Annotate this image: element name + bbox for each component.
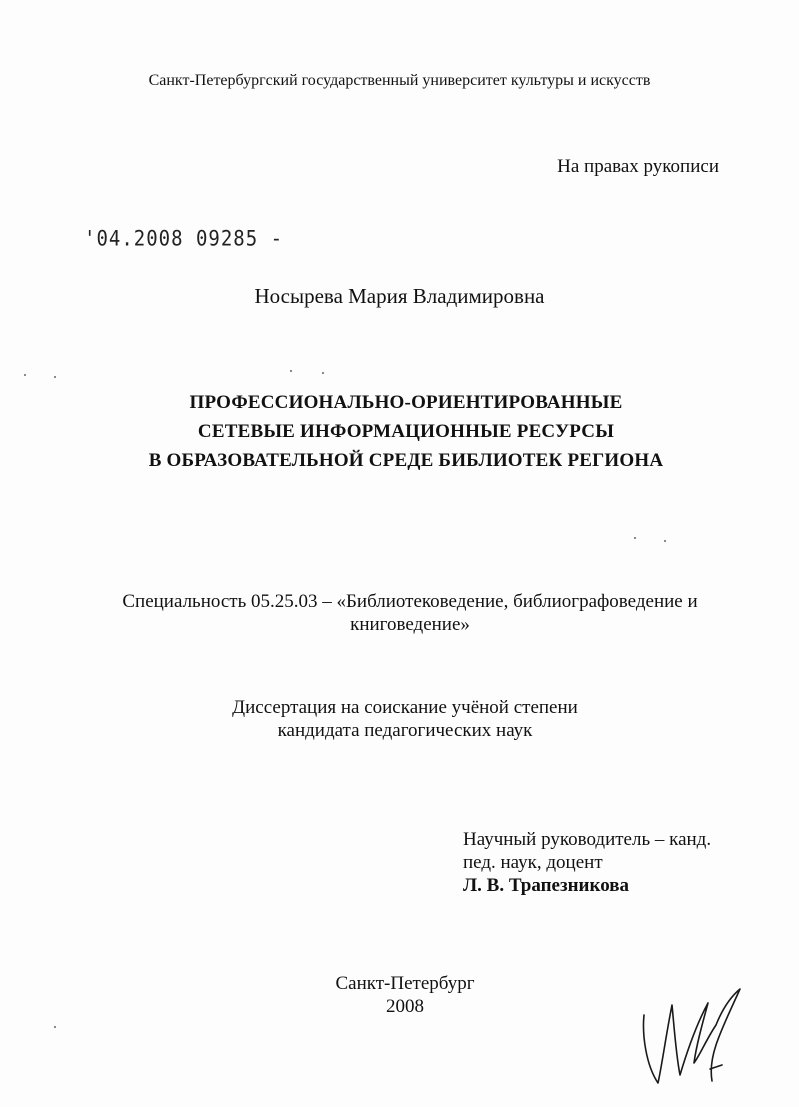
year: 2008 <box>386 996 424 1017</box>
scan-speck <box>322 372 324 374</box>
supervisor-name: Л. В. Трапезникова <box>463 875 629 896</box>
title-line-3: В ОБРАЗОВАТЕЛЬНОЙ СРЕДЕ БИБЛИОТЕК РЕГИОНА <box>148 450 664 471</box>
handwritten-signature <box>636 985 746 1090</box>
degree-line-1: Диссертация на соискание учёной степени <box>232 697 578 718</box>
degree-statement <box>0 696 799 742</box>
scan-speck <box>54 1026 56 1028</box>
scan-speck <box>290 370 292 372</box>
scan-speck <box>634 537 636 539</box>
rights-note: На правах рукописи <box>557 156 719 177</box>
city: Санкт-Петербург <box>335 973 475 994</box>
dissertation-title <box>0 388 799 475</box>
registration-stamp <box>84 227 283 252</box>
scan-speck <box>664 540 666 542</box>
degree-line-2: кандидата педагогических наук <box>277 720 533 741</box>
specialty <box>100 590 720 636</box>
scan-speck <box>54 376 56 378</box>
scan-speck <box>24 374 26 376</box>
specialty-line-2: книговедение» <box>350 614 470 635</box>
title-line-1: ПРОФЕССИОНАЛЬНО-ОРИЕНТИРОВАННЫЕ <box>189 392 623 413</box>
supervisor-block <box>463 828 711 897</box>
stamp-mark-left: ' <box>84 226 97 252</box>
supervisor-line-1: Научный руководитель – канд. <box>463 829 712 850</box>
registration-number: 04.2008 09285 <box>96 226 259 252</box>
stamp-mark-right: - <box>258 226 284 252</box>
university-name: Санкт-Петербургский государственный университет культуры и искусств <box>148 72 651 89</box>
author-name: Носырева Мария Владимировна <box>254 284 545 308</box>
specialty-line-1: Специальность 05.25.03 – «Библиотековедение, библиографоведение и <box>122 591 698 612</box>
supervisor-line-2: пед. наук, доцент <box>463 852 603 873</box>
title-line-2: СЕТЕВЫЕ ИНФОРМАЦИОННЫЕ РЕСУРСЫ <box>197 421 615 442</box>
